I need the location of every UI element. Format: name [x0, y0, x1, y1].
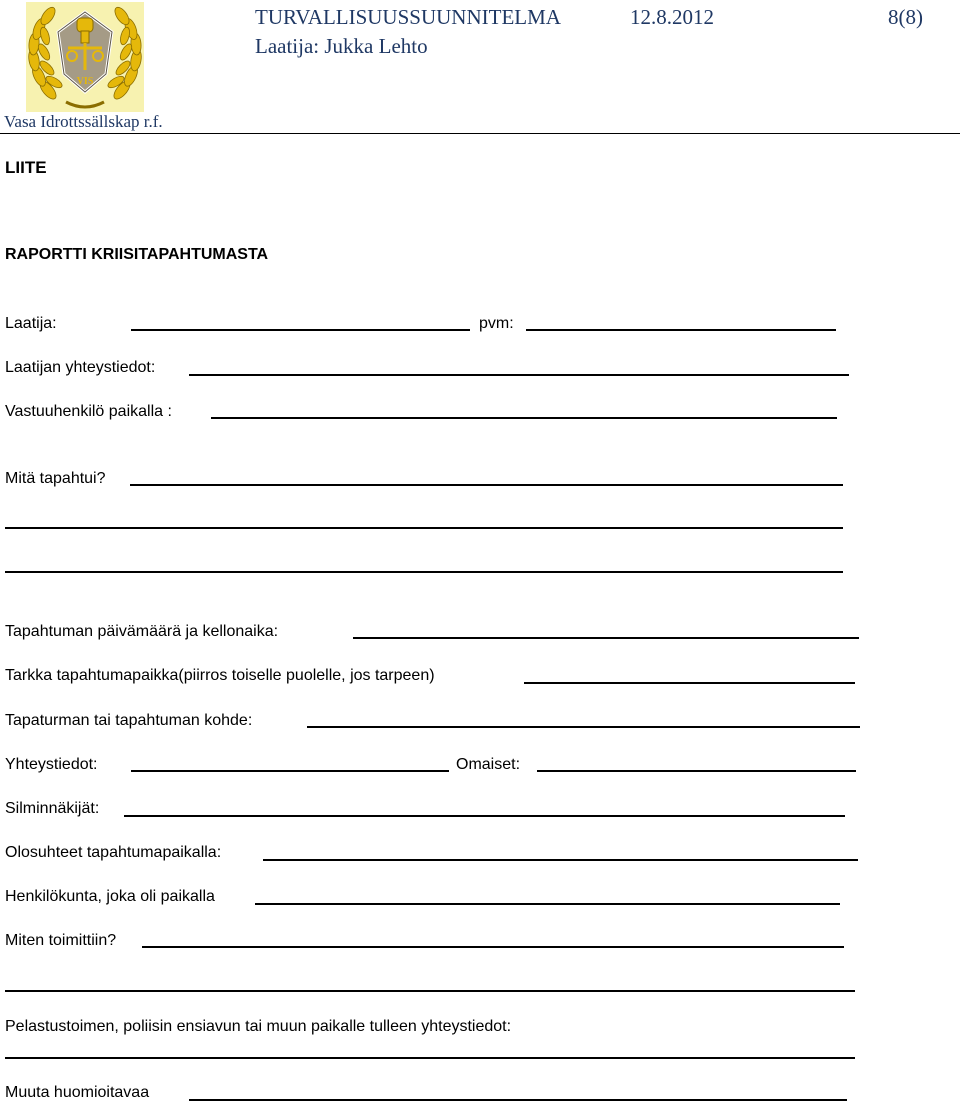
contacts-label: Yhteystiedot: [5, 756, 98, 773]
what-happened-fill-line-3[interactable] [5, 571, 843, 573]
actions-fill-line[interactable] [142, 946, 844, 948]
staff-label: Henkilökunta, joka oli paikalla [5, 888, 215, 905]
date-fill-line[interactable] [526, 329, 836, 331]
conditions-fill-line[interactable] [263, 859, 858, 861]
relatives-label: Omaiset: [456, 756, 521, 773]
organization-name: Vasa Idrottssällskap r.f. [4, 112, 163, 131]
responsible-label: Vastuuhenkilö paikalla : [5, 403, 172, 420]
relatives-fill-line[interactable] [537, 770, 856, 772]
target-fill-line[interactable] [307, 726, 860, 728]
conditions-label: Olosuhteet tapahtumapaikalla: [5, 844, 222, 861]
other-notes-label: Muuta huomioitavaa [5, 1084, 150, 1101]
what-happened-fill-line[interactable] [130, 484, 843, 486]
document-author: Laatija: Jukka Lehto [255, 34, 428, 58]
location-label: Tarkka tapahtumapaikka(piirros toiselle puolelle, jos tarpeen) [5, 667, 435, 684]
contact-label: Laatijan yhteystiedot: [5, 359, 156, 376]
page-number: 8(8) [888, 5, 923, 29]
actions-fill-line-2[interactable] [5, 990, 855, 992]
witnesses-fill-line[interactable] [124, 815, 845, 817]
what-happened-label: Mitä tapahtui? [5, 470, 106, 487]
contacts-fill-line[interactable] [131, 770, 449, 772]
rescue-contacts-fill-line[interactable] [5, 1057, 855, 1059]
logo-monogram: VIS [76, 76, 94, 87]
header-divider [0, 133, 960, 134]
staff-fill-line[interactable] [255, 903, 840, 905]
document-date: 12.8.2012 [630, 5, 714, 29]
report-title: RAPORTTI KRIISITAPAHTUMASTA [5, 246, 269, 263]
witnesses-label: Silminnäkijät: [5, 800, 100, 817]
contact-fill-line[interactable] [189, 374, 849, 376]
other-notes-fill-line[interactable] [189, 1099, 847, 1101]
responsible-fill-line[interactable] [211, 417, 837, 419]
club-logo [26, 2, 144, 112]
date-label: pvm: [479, 315, 514, 332]
rescue-contacts-label: Pelastustoimen, poliisin ensiavun tai muun paikalle tulleen yhteystiedot: [5, 1018, 512, 1035]
location-fill-line[interactable] [524, 682, 855, 684]
document-title: TURVALLISUUSSUUNNITELMA [255, 5, 561, 29]
datetime-label: Tapahtuman päivämäärä ja kellonaika: [5, 623, 279, 640]
author-fill-line[interactable] [131, 329, 470, 331]
author-label: Laatija: [5, 315, 57, 332]
what-happened-fill-line-2[interactable] [5, 527, 843, 529]
actions-label: Miten toimittiin? [5, 932, 117, 949]
target-label: Tapaturman tai tapahtuman kohde: [5, 712, 253, 729]
datetime-fill-line[interactable] [353, 637, 859, 639]
appendix-heading: LIITE [5, 158, 47, 177]
